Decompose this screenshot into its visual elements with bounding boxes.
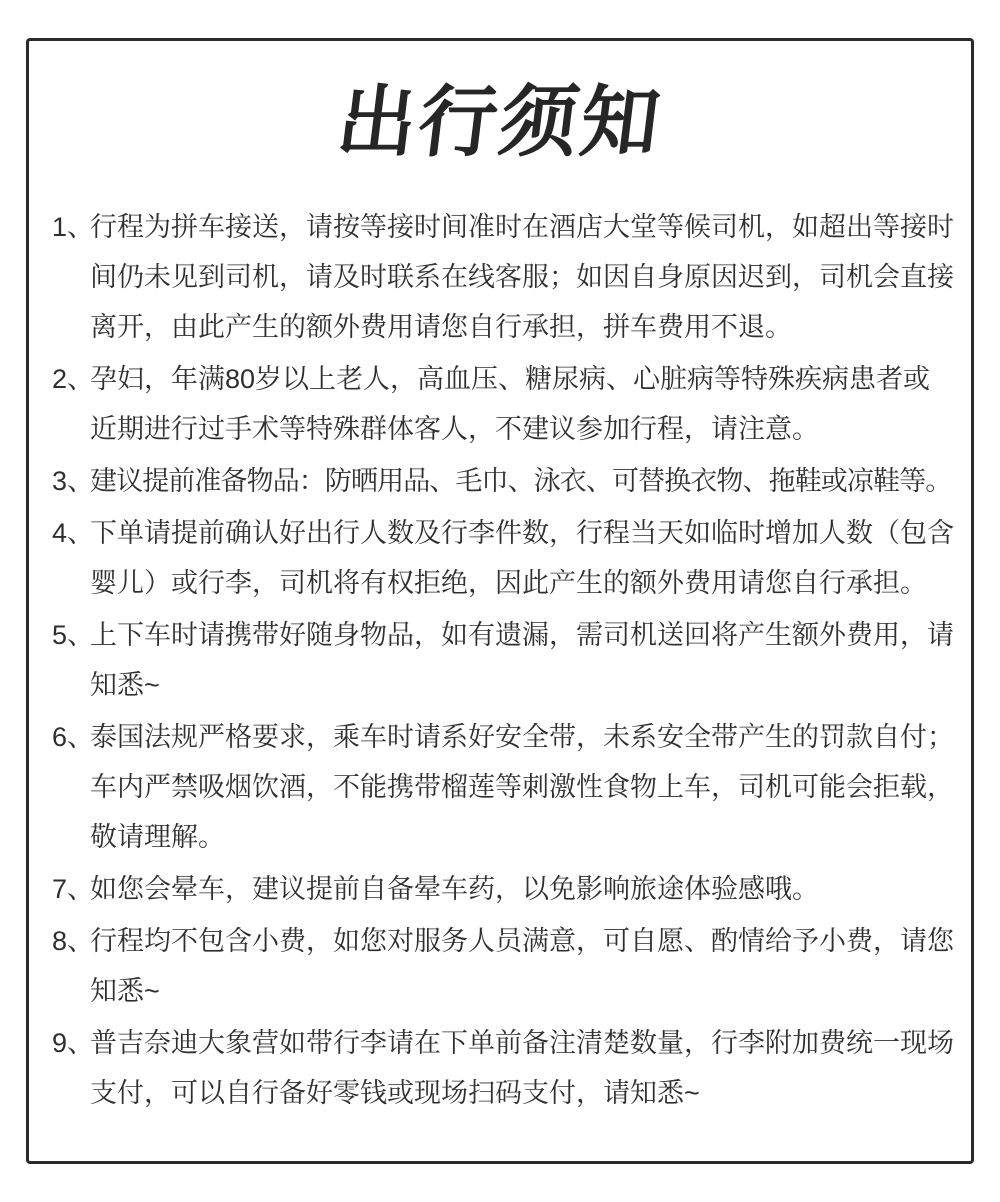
notice-number: 4、 (52, 518, 95, 548)
notice-item (52, 456, 971, 506)
notice-text: 行程均不包含小费，如您对服务人员满意，可自愿、酌情给予小费，请您知悉~ (90, 926, 954, 1006)
notice-item (52, 864, 971, 914)
notice-item (52, 202, 971, 352)
notice-item (52, 712, 971, 862)
notice-item (52, 610, 971, 710)
notice-number: 6、 (52, 722, 95, 752)
notice-text: 孕妇，年满80岁以上老人，高血压、糖尿病、心脏病等特殊疾病患者或近期进行过手术等特殊群体客人，不建议参加行程，请注意。 (90, 364, 931, 444)
notice-text: 建议提前准备物品：防晒用品、毛巾、泳衣、可替换衣物、拖鞋或凉鞋等。 (90, 466, 952, 496)
notice-list (29, 202, 971, 1118)
notice-number: 5、 (52, 620, 95, 650)
notice-frame (26, 38, 974, 1164)
notice-number: 7、 (52, 874, 95, 904)
notice-number: 8、 (52, 926, 95, 956)
notice-text: 如您会晕车，建议提前自备晕车药，以免影响旅途体验感哦。 (90, 874, 819, 904)
notice-item (52, 916, 971, 1016)
notice-item (52, 508, 971, 608)
notice-number: 9、 (52, 1028, 95, 1058)
notice-number: 3、 (52, 466, 95, 496)
notice-text: 普吉奈迪大象营如带行李请在下单前备注清楚数量，行李附加费统一现场支付，可以自行备好零钱或现场扫码支付，请知悉~ (90, 1028, 954, 1108)
notice-number: 1、 (52, 212, 95, 242)
notice-text: 行程为拼车接送，请按等接时间准时在酒店大堂等候司机，如超出等接时间仍未见到司机，请及时联系在线客服；如因自身原因迟到，司机会直接离开，由此产生的额外费用请您自行承担，拼车费用不退。 (90, 212, 954, 342)
notice-number: 2、 (52, 364, 95, 394)
notice-item (52, 354, 971, 454)
notice-text: 泰国法规严格要求，乘车时请系好安全带，未系安全带产生的罚款自付；车内严禁吸烟饮酒，不能携带榴莲等刺激性食物上车，司机可能会拒载，敬请理解。 (90, 722, 954, 852)
notice-item (52, 1018, 971, 1118)
notice-text: 下单请提前确认好出行人数及行李件数，行程当天如临时增加人数（包含婴儿）或行李，司机将有权拒绝，因此产生的额外费用请您自行承担。 (90, 518, 954, 598)
page-title: 出行须知 (332, 78, 668, 166)
notice-text: 上下车时请携带好随身物品，如有遗漏，需司机送回将产生额外费用，请知悉~ (90, 620, 954, 700)
